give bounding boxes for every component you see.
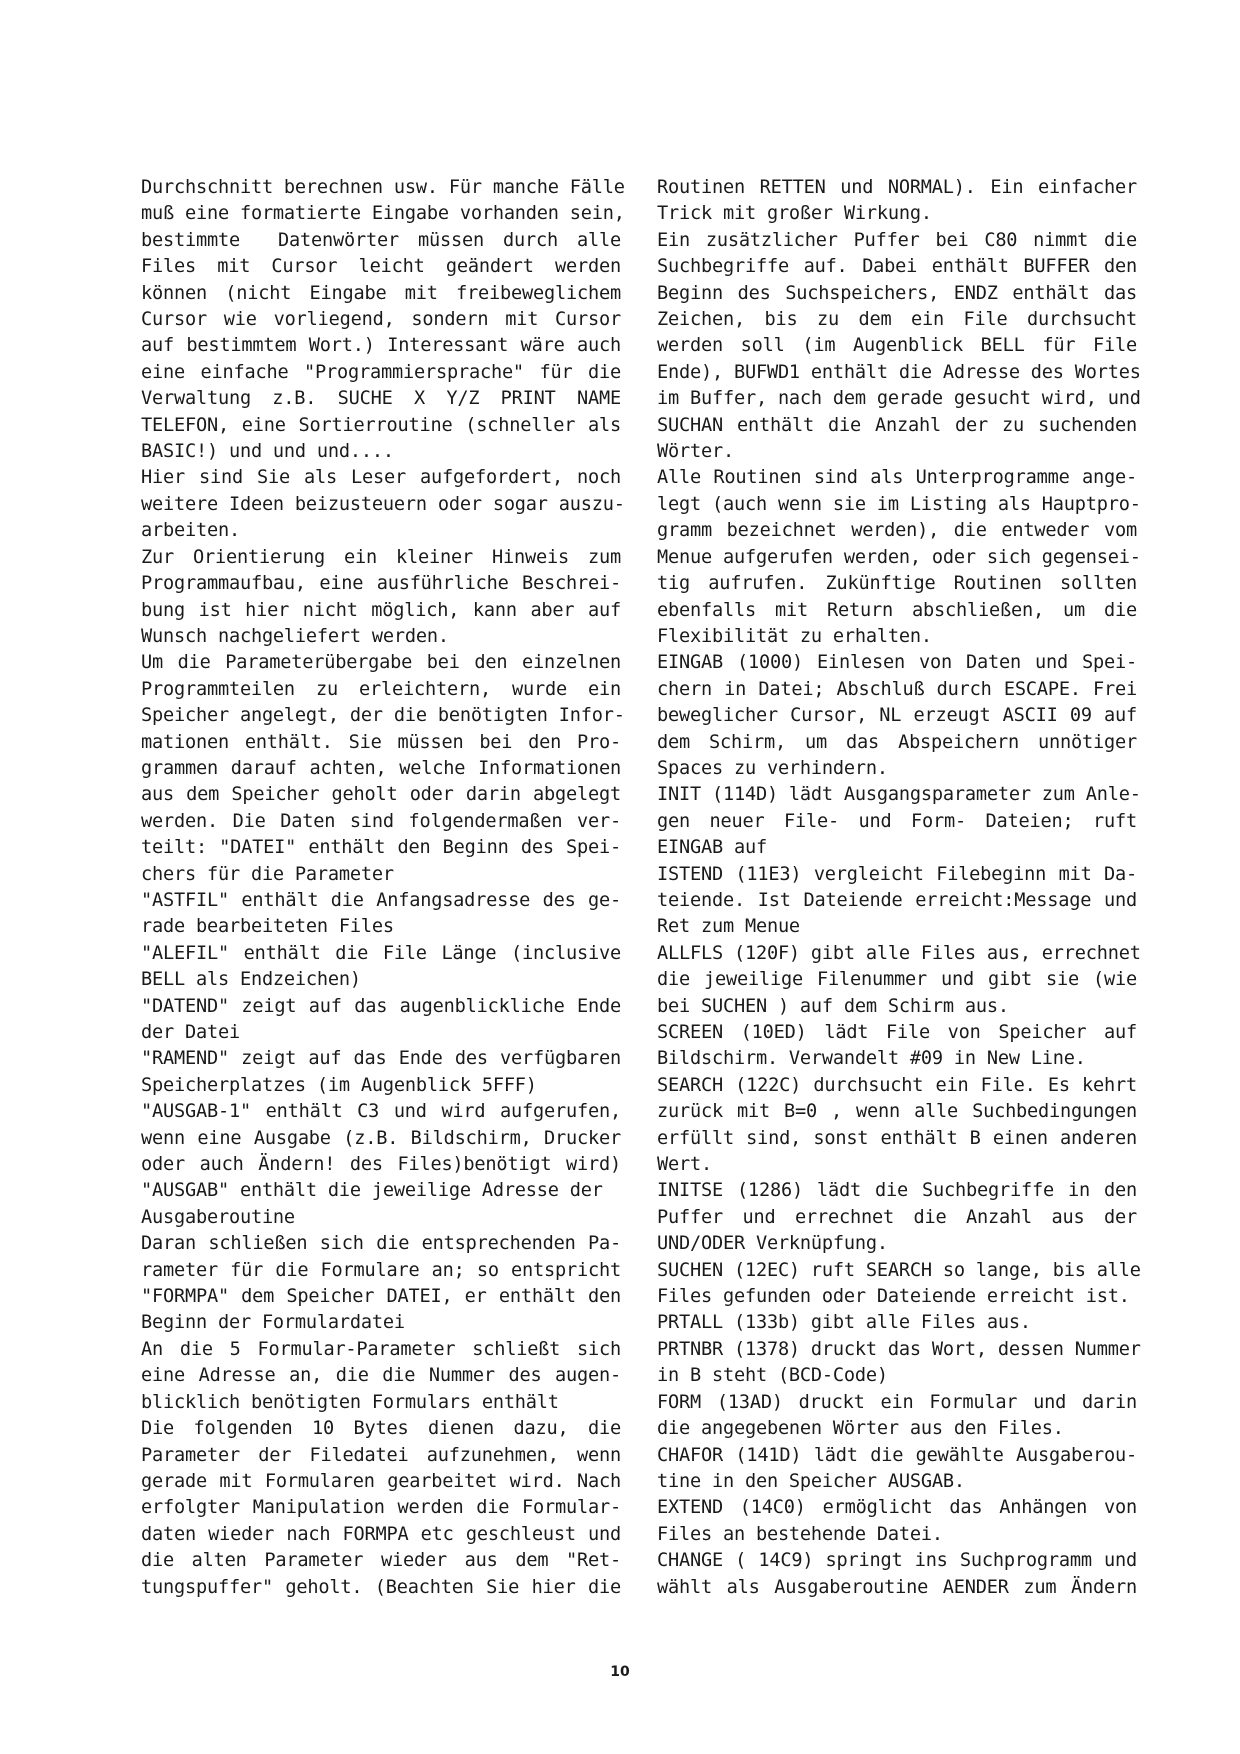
text-line: "ALEFIL" enthält die File Länge (inclusive [141,942,621,964]
text-line: ebenfalls mit Return abschließen, um die [657,599,1137,621]
text-line: Zur Orientierung ein kleiner Hinweis zum [141,546,621,568]
text-line: SEARCH (122C) durchsucht ein File. Es kehrt [657,1074,1137,1096]
text-line: SCREEN (10ED) lädt File von Speicher auf [657,1022,1137,1043]
text-line: erfolgter Manipulation werden die Formular- [141,1497,621,1519]
text-line: blicklich benötigten Formulars enthält [141,1391,559,1413]
text-line: die alten Parameter wieder aus dem "Ret- [141,1550,621,1572]
text-line: bei SUCHEN ) auf dem Schirm aus. [657,995,1009,1017]
text-line: teiende. Ist Dateiende erreicht:Message und [657,889,1137,911]
text-line: INITSE (1286) lädt die Suchbegriffe in den [657,1180,1137,1202]
text-line: Programmteilen zu erleichtern, wurde ein [141,678,621,700]
text-line: eine Adresse an, die die Nummer des augen- [141,1365,621,1387]
text-line: die jeweilige Filenummer und gibt sie (wie [657,969,1137,991]
text-line: EXTEND (14C0) ermöglicht das Anhängen von [657,1497,1137,1519]
text-line: "ASTFIL" enthält die Anfangsadresse des ge- [141,889,621,911]
text-line: grammen darauf achten, welche Informationen [141,757,621,779]
text-line: weitere Ideen beizusteuern oder sogar auszu- [141,493,625,515]
text-line: Zeichen, bis zu dem ein File durchsucht [657,309,1137,331]
text-line: TELEFON, eine Sortierroutine (schneller als [141,414,621,436]
text-line: Speicher angelegt, der die benötigten Infor- [141,705,625,727]
text-line: tig aufrufen. Zukünftige Routinen sollten [657,573,1137,595]
text-line: in B steht (BCD-Code) [657,1365,888,1387]
text-line: Parameter der Filedatei aufzunehmen, wenn [141,1444,621,1466]
text-line: PRTNBR (1378) druckt das Wort, dessen Nummer [657,1338,1141,1360]
text-line: ISTEND (11E3) vergleicht Filebeginn mit Da- [657,863,1137,885]
text-line: BELL als Endzeichen) [141,969,361,991]
text-line: arbeiten. [141,520,240,542]
text-line: Ausgaberoutine [141,1206,295,1228]
text-line: rade bearbeiteten Files [141,916,394,938]
text-line: "FORMPA" dem Speicher DATEI, er enthält den [141,1286,621,1308]
text-line: Puffer und errechnet die Anzahl aus der [657,1206,1137,1228]
text-line: Speicherplatzes (im Augenblick 5FFF) [141,1074,537,1096]
text-line: werden soll (im Augenblick BELL für File [657,335,1137,357]
text-line: chern in Datei; Abschluß durch ESCAPE. Frei [657,678,1137,700]
text-line: erfüllt sind, sonst enthält B einen anderen [657,1127,1137,1149]
text-line: EINGAB (1000) Einlesen von Daten und Spei- [657,652,1137,674]
text-line: gerade mit Formularen gearbeitet wird. Nach [141,1470,621,1492]
text-line: gen neuer File- und Form- Dateien; ruft [657,810,1137,832]
right-text-column [657,175,1141,1601]
text-line: Programmaufbau, eine ausführliche Beschrei- [141,573,621,595]
text-line: BASIC!) und und und.... [141,441,394,463]
text-line: Files gefunden oder Dateiende erreicht ist. [657,1286,1130,1308]
text-line: die angegebenen Wörter aus den Files. [657,1418,1064,1440]
text-line: gramm bezeichnet werden), die entweder vom [657,520,1137,542]
text-line: INIT (114D) lädt Ausgangsparameter zum Anle- [657,784,1141,806]
text-line: können (nicht Eingabe mit freibeweglichem [141,282,621,304]
text-line: Durchschnitt berechnen usw. Für manche Fälle [141,177,625,198]
text-line: FORM (13AD) druckt ein Formular und darin [657,1391,1137,1413]
text-line: Menue aufgerufen werden, oder sich gegensei- [657,546,1141,568]
text-line: Spaces zu verhindern. [657,757,888,779]
text-line: Ein zusätzlicher Puffer bei C80 nimmt die [657,229,1137,251]
text-line: Daran schließen sich die entsprechenden Pa- [141,1233,621,1255]
text-line: "DATEND" zeigt auf das augenblickliche Ende [141,995,621,1017]
text-line: "AUSGAB" enthält die jeweilige Adresse der [141,1180,603,1202]
text-line: ALLFLS (120F) gibt alle Files aus, errechnet [657,942,1141,964]
text-line: Ende), BUFWD1 enthält die Adresse des Wortes [657,361,1141,383]
text-line: Suchbegriffe auf. Dabei enthält BUFFER den [657,256,1137,278]
text-line: PRTALL (133b) gibt alle Files aus. [657,1312,1031,1334]
text-line: daten wieder nach FORMPA etc geschleust und [141,1523,621,1545]
text-line: auf bestimmtem Wort.) Interessant wäre auch [141,335,621,357]
text-line: Hier sind Sie als Leser aufgefordert, noch [141,467,621,489]
text-line: oder auch Ändern! des Files)benötigt wird) [141,1154,621,1176]
text-line: Trick mit großer Wirkung. [657,203,932,225]
text-line: SUCHAN enthält die Anzahl der zu suchenden [657,414,1137,436]
text-line: aus dem Speicher geholt oder darin abgelegt [141,784,621,806]
text-line: Wunsch nachgeliefert werden. [141,625,449,647]
text-line: EINGAB auf [657,837,767,859]
text-line: tungspuffer" geholt. (Beachten Sie hier die [141,1576,621,1598]
text-line: eine einfache "Programmiersprache" für die [141,361,621,383]
text-line: Verwaltung z.B. SUCHE X Y/Z PRINT NAME [141,388,621,410]
text-line: beweglicher Cursor, NL erzeugt ASCII 09 auf [657,705,1137,727]
text-line: CHANGE ( 14C9) springt ins Suchprogramm und [657,1550,1137,1572]
left-text-column [141,175,625,1601]
text-line: "AUSGAB-1" enthält C3 und wird aufgerufen, [141,1101,621,1123]
text-line: Wörter. [657,441,734,463]
text-line: Ret zum Menue [657,916,800,938]
text-line: Wert. [657,1154,712,1176]
text-line: legt (auch wenn sie im Listing als Hauptpro- [657,493,1141,515]
text-line: Cursor wie vorliegend, sondern mit Cursor [141,309,621,331]
text-line: Bildschirm. Verwandelt #09 in New Line. [657,1048,1086,1070]
page-number: 10 [610,1664,630,1680]
text-line: CHAFOR (141D) lädt die gewählte Ausgaberou- [657,1444,1137,1466]
text-line: SUCHEN (12EC) ruft SEARCH so lange, bis alle [657,1259,1141,1281]
text-line: der Datei [141,1022,240,1043]
text-line: Um die Parameterübergabe bei den einzelnen [141,652,621,674]
text-line: bestimmte Datenwörter müssen durch alle [141,229,621,251]
text-line: "RAMEND" zeigt auf das Ende des verfügbaren [141,1048,621,1070]
text-line: dem Schirm, um das Abspeichern unnötiger [657,731,1137,753]
text-line: Alle Routinen sind als Unterprogramme ange- [657,467,1137,489]
text-line: wählt als Ausgaberoutine AENDER zum Ändern [657,1576,1137,1598]
text-line: Flexibilität zu erhalten. [657,625,932,647]
text-line: muß eine formatierte Eingabe vorhanden sein, [141,203,625,225]
text-line: UND/ODER Verknüpfung. [657,1233,888,1255]
text-line: chers für die Parameter [141,863,394,885]
text-line: Die folgenden 10 Bytes dienen dazu, die [141,1418,621,1440]
text-line: bung ist hier nicht möglich, kann aber auf [141,599,621,621]
text-line: mationen enthält. Sie müssen bei den Pro- [141,731,621,753]
text-line: im Buffer, nach dem gerade gesucht wird, und [657,388,1141,410]
text-line: tine in den Speicher AUSGAB. [657,1470,965,1492]
text-line: rameter für die Formulare an; so entspricht [141,1259,621,1281]
text-line: zurück mit B=0 , wenn alle Suchbedingungen [657,1101,1137,1123]
text-line: werden. Die Daten sind folgendermaßen ver- [141,810,621,832]
text-line: Files an bestehende Datei. [657,1523,943,1545]
text-line: Beginn des Suchspeichers, ENDZ enthält das [657,282,1137,304]
text-line: Files mit Cursor leicht geändert werden [141,256,621,278]
text-line: An die 5 Formular-Parameter schließt sich [141,1338,621,1360]
text-line: teilt: "DATEI" enthält den Beginn des Spei- [141,837,621,859]
text-line: Routinen RETTEN und NORMAL). Ein einfacher [657,177,1137,198]
text-line: wenn eine Ausgabe (z.B. Bildschirm, Drucker [141,1127,621,1149]
text-line: Beginn der Formulardatei [141,1312,405,1334]
